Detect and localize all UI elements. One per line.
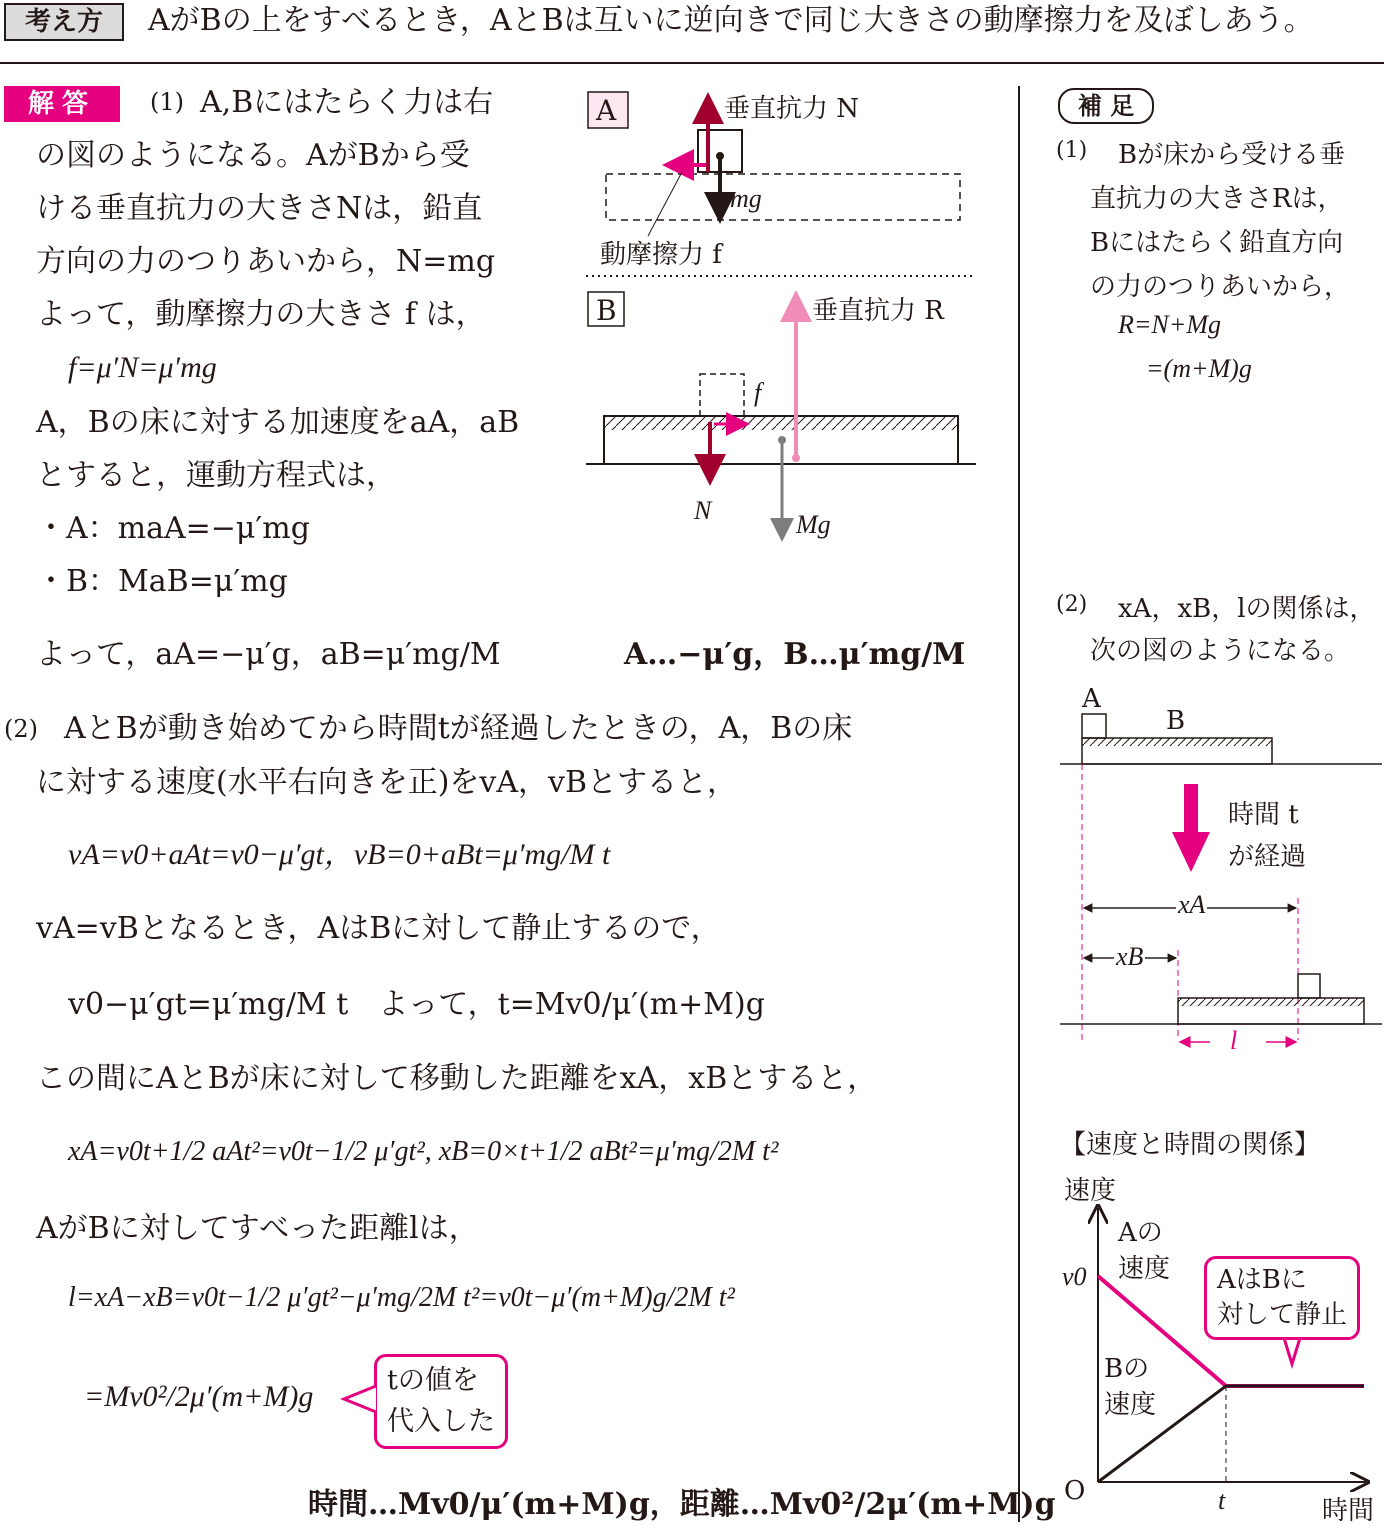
header-label: 考え方 [4,3,124,41]
graph-bubble-line-1: AはBに [1217,1265,1307,1295]
p2-line-1: AとBが動き始めてから時間tが経過したときの，A，Bの床 [64,711,853,746]
p1-line-7: A，Bの床に対する加速度をaA，aB [36,405,520,440]
p1-line-4: 方向の力のつりあいから，N=mg [36,244,496,279]
box-a-letter: A [596,94,617,127]
label-mg-big: Mg [796,510,831,539]
graph-label-b-1: Bの [1104,1354,1150,1384]
graph-t: t [1218,1486,1226,1515]
p1-num: (1) [150,88,184,116]
s1-line-2: 直抗力の大きさRは， [1090,184,1344,214]
graph-bubble [1204,1256,1360,1340]
header-text: AがBの上をすべるとき，AとBは互いに逆向きで同じ大きさの動摩擦力を及ぼしあう。 [148,3,1314,38]
p1-result: A…−μ′g，B…μ′mg/M [624,637,966,672]
label-mg: mg [730,184,762,213]
disp-label-b: B [1166,706,1186,736]
p1-line-9: ・A：maA=−μ′mg [36,511,310,546]
header-rule [0,62,1384,64]
label-normal-r: 垂直抗力 R [812,296,944,326]
bubble-pointer [342,1384,382,1414]
column-divider [1018,86,1020,1522]
p1-line-1: A,Bにはたらく力は右 [200,85,494,120]
s1-line-1: Bが床から受ける垂 [1118,140,1346,170]
graph-title: 【速度と時間の関係】 [1060,1130,1321,1160]
label-normal-n: 垂直抗力 N [724,94,860,124]
graph-xlabel: 時間 [1322,1496,1375,1526]
graph-v0: v0 [1062,1262,1087,1291]
bubble-line-1: tの値を [387,1365,479,1396]
p2-line-9: l=xA−xB=v0t−1/2 μ′gt²−μ′mg/2M t²=v0t−μ′(m+M)g/2M t² [68,1282,735,1313]
s1-line-3: Bにはたらく鉛直方向 [1090,228,1344,258]
substitution-bubble [374,1354,508,1449]
disp-xb: xB [1116,942,1144,971]
disp-time-1: 時間 t [1228,800,1299,830]
s2-line-1: xA，xB，lの関係は， [1118,594,1376,624]
bubble-line-2: 代入した [387,1405,495,1437]
graph-label-a-2: 速度 [1118,1254,1171,1284]
p2-line-2: に対する速度(水平右向きを正)をvA，vBとすると， [36,765,738,800]
p2-line-3: vA=v0+aAt=v0−μ′gt，vB=0+aBt=μ′mg/M t [68,838,611,871]
supplement-label: 補 足 [1058,88,1154,124]
p2-line-6: この間にAとBが床に対して移動した距離をxA，xBとすると， [36,1061,878,1096]
answer-label: 解答 [4,86,120,122]
p2-line-8: AがBに対してすべった距離lは， [36,1211,479,1246]
s1-line-6: =(m+M)g [1146,354,1252,383]
s1-line-5: R=N+Mg [1118,310,1221,339]
s2-line-2: 次の図のようになる。 [1090,636,1351,666]
s1-num: (1) [1056,138,1088,163]
label-n: N [694,496,712,525]
p2-line-4: vA=vBとなるとき，AはBに対して静止するので， [36,911,721,946]
disp-label-a: A [1082,684,1101,714]
disp-l: l [1230,1026,1238,1055]
p1-line-5: よって，動摩擦力の大きさ f は， [36,297,486,332]
p1-line-11: よって，aA=−μ′g，aB=μ′mg/M [36,637,501,672]
s1-line-4: の力のつりあいから， [1090,272,1351,302]
graph-origin: O [1064,1476,1086,1506]
p1-line-6: f=μ′N=μ′mg [68,351,217,384]
p2-line-10: =Mv0²/2μ′(m+M)g [84,1380,314,1413]
label-friction: 動摩擦力 f [600,240,722,270]
s2-num: (2) [1056,592,1088,617]
disp-xa: xA [1178,890,1206,919]
p1-line-2: の図のようになる。AがBから受 [36,138,470,173]
p1-line-10: ・B：MaB=μ′mg [36,564,288,599]
p2-num: (2) [4,715,38,743]
p1-line-8: とすると，運動方程式は， [36,458,396,493]
p1-line-3: ける垂直抗力の大きさNは，鉛直 [36,191,483,226]
label-f: f [754,378,762,407]
graph-bubble-line-2: 対して静止 [1217,1300,1348,1331]
graph-label-a-1: Aの [1118,1218,1163,1248]
p2-line-7: xA=v0t+1/2 aAt²=v0t−1/2 μ′gt², xB=0×t+1/2 aBt²=μ′mg/2M t² [68,1136,779,1167]
figure-displacement [1060,680,1390,1060]
graph-label-b-2: 速度 [1104,1390,1157,1420]
p2-result: 時間…Mv0/μ′(m+M)g，距離…Mv0²/2μ′(m+M)g [308,1487,1056,1522]
graph-ylabel: 速度 [1064,1176,1117,1206]
box-b-letter: B [596,294,617,327]
p2-line-5: v0−μ′gt=μ′mg/M t よって，t=Mv0/μ′(m+M)g [68,987,765,1022]
disp-time-2: が経過 [1228,842,1307,872]
